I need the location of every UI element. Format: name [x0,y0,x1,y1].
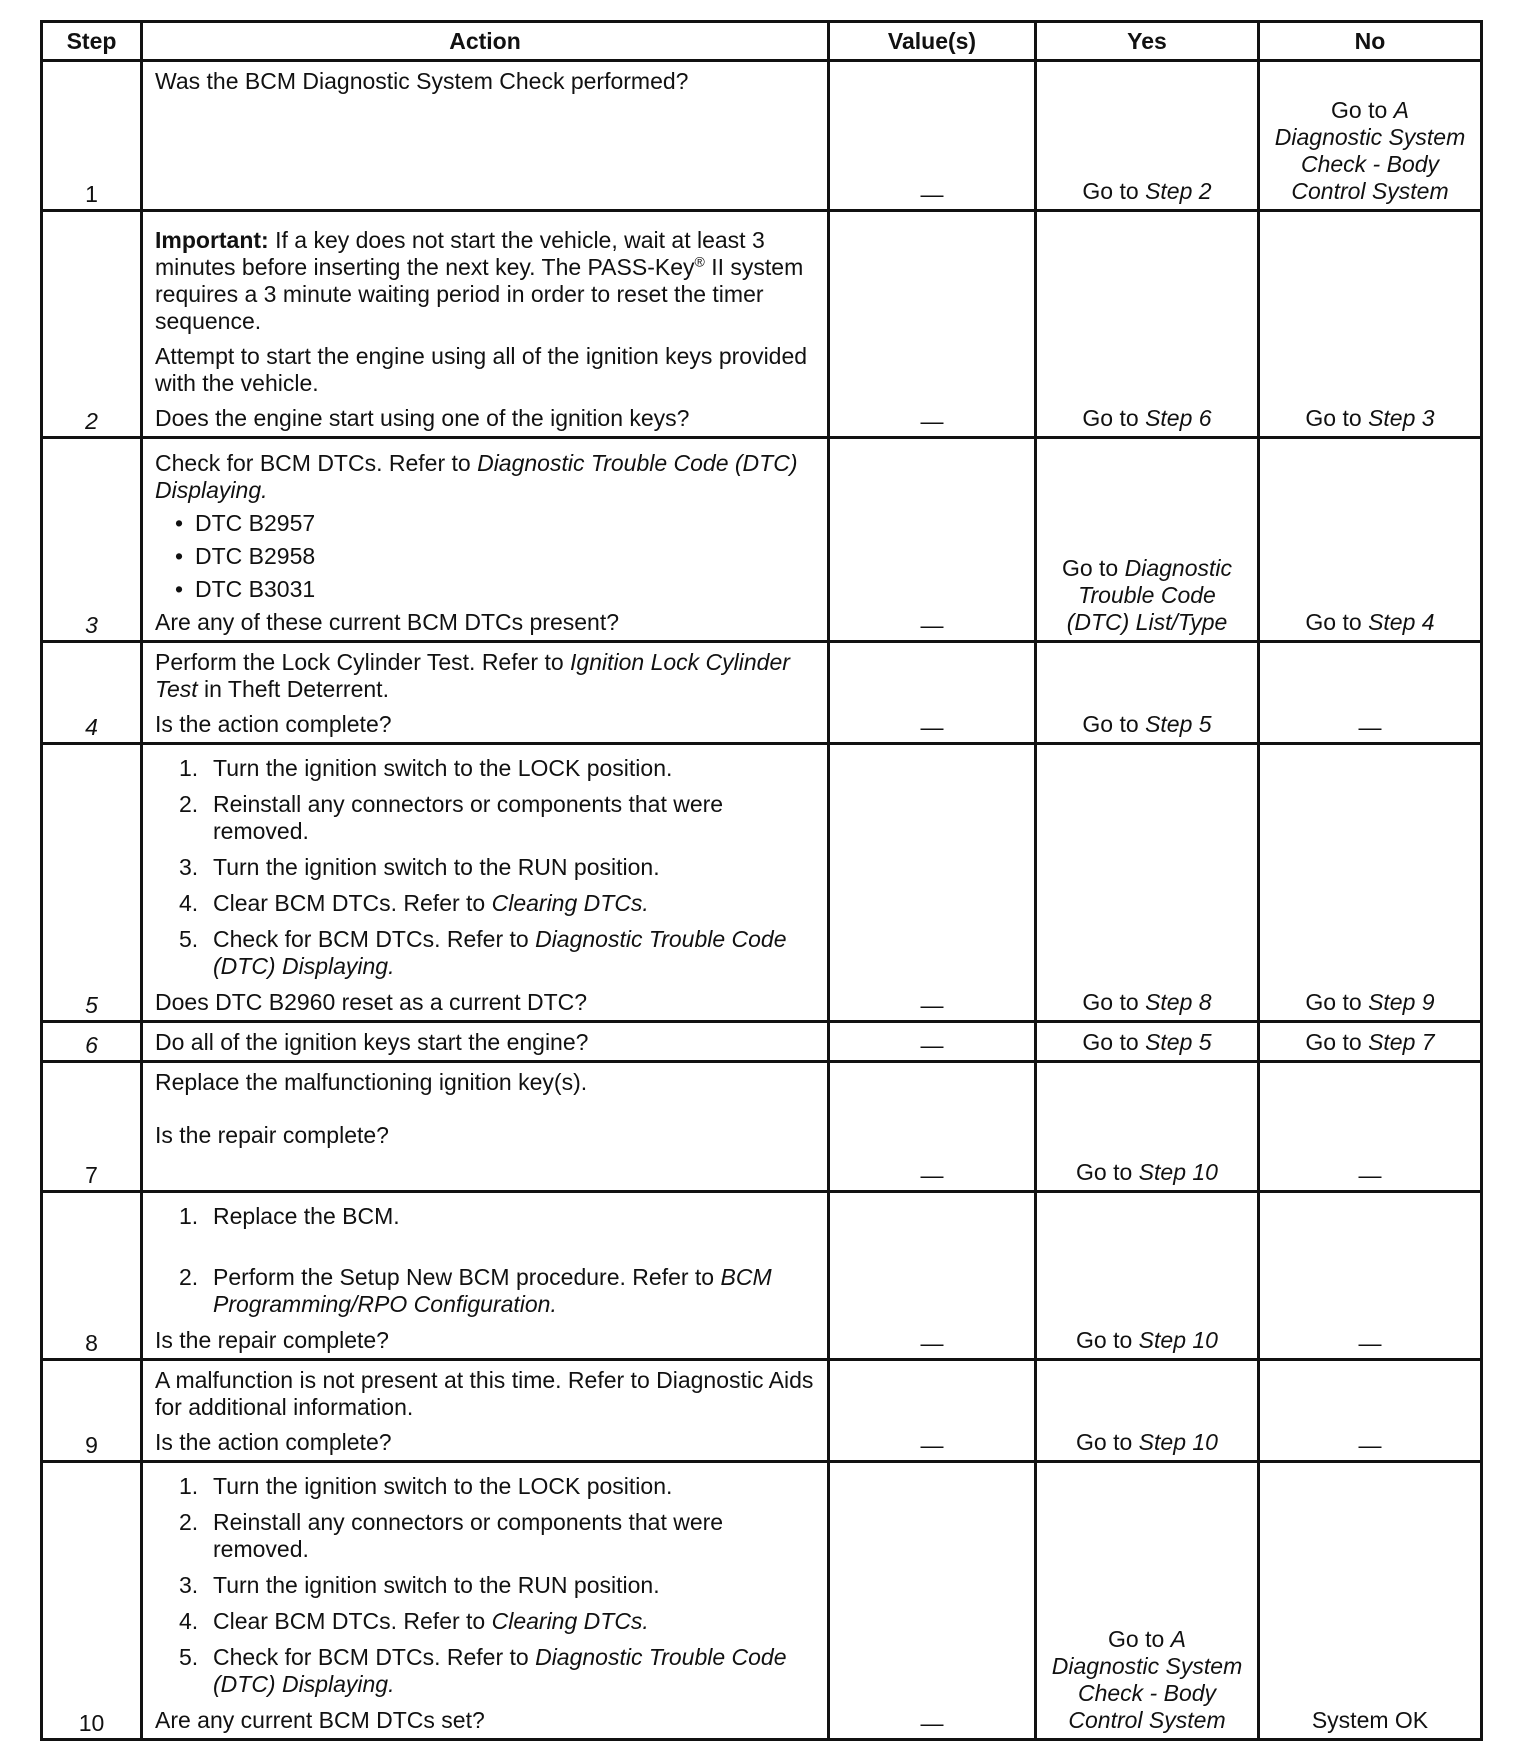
instruction-text [155,450,817,504]
item-text: Reinstall any connectors or components that were removed. [213,1509,724,1562]
value-cell: — [829,1192,1036,1360]
table-row [42,744,1482,1022]
item-number: 3. [179,854,199,880]
list-item [179,926,817,980]
list-item [179,1473,817,1500]
item-text: Turn the ignition switch to the LOCK position. [213,1473,673,1499]
no-link[interactable]: Step 4 [1368,609,1435,635]
procedure-list [155,1473,817,1698]
step-number: 8 [42,1192,142,1360]
item-text: Clear BCM DTCs. Refer to [213,1608,492,1634]
no-link-a[interactable]: A [1393,97,1409,123]
item-number: 4. [179,890,199,916]
yes-link[interactable]: Step 6 [1145,405,1212,431]
header-action: Action [142,22,829,61]
no-link[interactable]: Diagnostic System Check - Body Control System [1274,124,1466,204]
item-text: Turn the ignition switch to the RUN position. [213,1572,660,1598]
go-to-text: Go to [1082,711,1139,737]
item-number: 1. [179,1203,199,1229]
yes-cell [1036,438,1259,642]
list-item [179,1608,817,1635]
no-cell: — [1259,1062,1482,1192]
important-text-2: II system requires a 3 minute waiting period in order to reset the timer sequence. [155,254,804,334]
question-text: Is the repair complete? [155,1122,389,1148]
item-text: Reinstall any connectors or components that were removed. [213,791,724,844]
step-number: 1 [42,61,142,211]
registered-mark: ® [694,253,705,270]
item-number: 2. [179,1509,199,1535]
action-cell [142,642,829,744]
go-to-text: Go to [1305,405,1362,431]
yes-cell [1036,1462,1259,1740]
reference-link[interactable]: Ignition Lock Cylinder Test [155,649,790,702]
go-to-text: Go to [1305,1029,1362,1055]
yes-link[interactable]: Step 8 [1145,989,1212,1015]
no-cell: — [1259,1360,1482,1462]
value-cell: — [829,1062,1036,1192]
question-text: Do all of the ignition keys start the engine? [155,1029,589,1055]
item-text: Turn the ignition switch to the RUN position. [213,854,660,880]
important-note [155,227,817,335]
instruction-text [155,649,817,703]
go-to-text: Go to [1082,405,1139,431]
list-item [179,1644,817,1698]
yes-link[interactable]: Step 5 [1145,711,1212,737]
action-cell [142,211,829,438]
item-number: 1. [179,1473,199,1499]
question-text: Is the action complete? [155,711,392,737]
list-item [179,1264,817,1318]
action-cell [142,1192,829,1360]
list-item: • DTC B3031 [177,576,817,603]
go-to-text: Go to [1305,609,1362,635]
list-item [179,755,817,782]
diagnostic-table [40,20,1483,1741]
list-item [179,791,817,845]
question-text: Are any current BCM DTCs set? [155,1707,485,1733]
value-cell: — [829,211,1036,438]
action-cell [142,61,829,211]
procedure-list [155,1203,817,1318]
action-cell [142,1022,829,1062]
no-cell [1259,438,1482,642]
item-number: 4. [179,1608,199,1634]
go-to-text: Go to [1061,555,1119,581]
table-row [42,1462,1482,1740]
value-cell: — [829,744,1036,1022]
action-cell [142,1462,829,1740]
step-number: 10 [42,1462,142,1740]
yes-link[interactable]: Diagnostic System Check - Body Control System [1051,1653,1243,1733]
yes-link[interactable]: Step 10 [1138,1429,1218,1455]
step-number: 6 [42,1022,142,1062]
list-item [179,890,817,917]
list-item [179,1509,817,1563]
step-number: 9 [42,1360,142,1462]
go-to-text: Go to [1082,178,1139,204]
item-text: Clear BCM DTCs. Refer to [213,890,492,916]
yes-link[interactable]: Diagnostic Trouble Code (DTC) List/Type [1066,555,1233,635]
go-to-text: Go to [1076,1429,1133,1455]
item-text: Turn the ignition switch to the LOCK position. [213,755,673,781]
list-item [179,854,817,881]
list-item [179,1203,817,1230]
reference-link[interactable]: Clearing DTCs. [491,1608,649,1634]
item-text: Check for BCM DTCs. Refer to [213,1644,536,1670]
question-text: Are any of these current BCM DTCs present? [155,609,620,635]
no-cell [1259,61,1482,211]
no-cell [1259,1022,1482,1062]
no-cell: — [1259,1192,1482,1360]
yes-cell [1036,211,1259,438]
value-cell: — [829,1462,1036,1740]
go-to-text: Go to [1076,1159,1133,1185]
list-item [179,1572,817,1599]
value-cell: — [829,1022,1036,1062]
action-cell [142,438,829,642]
value-cell: — [829,438,1036,642]
table-row [42,438,1482,642]
item-text: Replace the BCM. [213,1203,400,1229]
header-row [42,22,1482,61]
no-cell: System OK [1259,1462,1482,1740]
yes-cell [1036,1192,1259,1360]
item-number: 1. [179,755,199,781]
table-row [42,1062,1482,1192]
reference-link[interactable]: Diagnostic Trouble Code (DTC) Displaying. [155,450,798,503]
no-cell [1259,211,1482,438]
item-text: Check for BCM DTCs. Refer to [213,926,536,952]
item-number: 3. [179,1572,199,1598]
yes-cell [1036,1022,1259,1062]
header-yes: Yes [1036,22,1259,61]
value-cell: — [829,61,1036,211]
go-to-text: Go to [1082,1029,1139,1055]
go-to-text: Go to [1331,97,1388,123]
no-cell: — [1259,642,1482,744]
table-row [42,211,1482,438]
instruction-text: A malfunction is not present at this time. Refer to Diagnostic Aids for additional information. [155,1367,814,1420]
yes-cell [1036,1360,1259,1462]
go-to-text: Go to [1082,989,1139,1015]
header-step: Step [42,22,142,61]
action-cell [142,744,829,1022]
header-values: Value(s) [829,22,1036,61]
yes-cell [1036,1062,1259,1192]
header-no: No [1259,22,1482,61]
reference-link[interactable]: Diagnostic Trouble Code (DTC) Displaying. [213,1644,787,1697]
question-text: Is the repair complete? [155,1327,389,1353]
yes-link[interactable]: Step 2 [1145,178,1212,204]
item-number: 2. [179,791,199,817]
item-number: 2. [179,1264,199,1290]
instruction-prefix: Perform the Lock Cylinder Test. Refer to [155,649,571,675]
step-number: 4 [42,642,142,744]
instruction-text: Attempt to start the engine using all of the ignition keys provided with the vehicle. [155,343,808,396]
reference-link[interactable]: Clearing DTCs. [491,890,649,916]
yes-link[interactable]: Step 10 [1138,1159,1218,1185]
value-cell: — [829,642,1036,744]
step-number: 3 [42,438,142,642]
value-cell: — [829,1360,1036,1462]
table-row [42,1360,1482,1462]
yes-link-a[interactable]: A [1170,1626,1186,1652]
go-to-text: Go to [1076,1327,1133,1353]
step-number: 2 [42,211,142,438]
step-number: 5 [42,744,142,1022]
important-text-1: If a key does not start the vehicle, wait at least 3 minutes before inserting the next key. The PASS-Key [155,227,765,280]
no-link[interactable]: Step 9 [1368,989,1435,1015]
yes-link[interactable]: Step 5 [1145,1029,1212,1055]
item-number: 5. [179,926,199,952]
table-row [42,61,1482,211]
dtc-list [155,510,817,603]
instruction-suffix: in Theft Deterrent. [197,676,389,702]
action-cell [142,1062,829,1192]
instruction-text: Replace the malfunctioning ignition key(s). [155,1069,588,1095]
table-row [42,1022,1482,1062]
no-link[interactable]: Step 7 [1368,1029,1435,1055]
table-row [42,1192,1482,1360]
question-text: Was the BCM Diagnostic System Check performed? [155,68,689,94]
question-text: Is the action complete? [155,1429,392,1455]
yes-cell [1036,642,1259,744]
list-item: • DTC B2958 [177,543,817,570]
reference-link[interactable]: BCM Programming/RPO Configuration. [213,1264,772,1317]
no-cell [1259,744,1482,1022]
action-cell [142,1360,829,1462]
question-text: Does the engine start using one of the ignition keys? [155,405,690,431]
important-label: Important: [155,227,269,253]
list-item: • DTC B2957 [177,510,817,537]
yes-cell [1036,61,1259,211]
yes-link[interactable]: Step 10 [1138,1327,1218,1353]
item-text: Perform the Setup New BCM procedure. Refer to [213,1264,721,1290]
table-row [42,642,1482,744]
go-to-text: Go to [1305,989,1362,1015]
go-to-text: Go to [1108,1626,1165,1652]
step-number: 7 [42,1062,142,1192]
reference-link[interactable]: Diagnostic Trouble Code (DTC) Displaying. [213,926,787,979]
procedure-list [155,755,817,980]
question-text: Does DTC B2960 reset as a current DTC? [155,989,588,1015]
instruction-prefix: Check for BCM DTCs. Refer to [155,450,478,476]
item-number: 5. [179,1644,199,1670]
no-link[interactable]: Step 3 [1368,405,1435,431]
yes-cell [1036,744,1259,1022]
